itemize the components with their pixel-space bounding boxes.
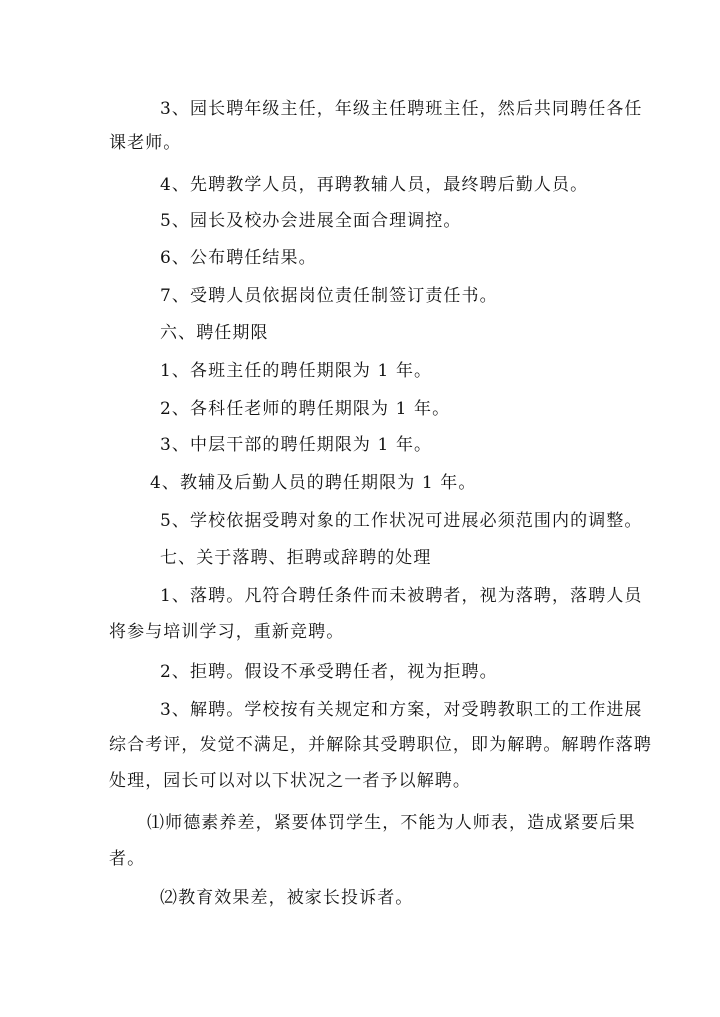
text-line: 1、落聘。凡符合聘任条件而未被聘者，视为落聘，落聘人员 bbox=[160, 586, 643, 606]
text-line: 3、解聘。学校按有关规定和方案，对受聘教职工的工作进展 bbox=[160, 700, 643, 720]
text-line: 5、学校依据受聘对象的工作状况可进展必须范围内的调整。 bbox=[160, 511, 643, 531]
text-line: 2、各科任老师的聘任期限为 1 年。 bbox=[160, 399, 451, 419]
text-line: 3、中层干部的聘任期限为 1 年。 bbox=[160, 435, 433, 455]
text-line: 课老师。 bbox=[109, 133, 182, 153]
text-line: 7、受聘人员依据岗位责任制签订责任书。 bbox=[160, 286, 498, 306]
text-line: 3、园长聘年级主任，年级主任聘班主任，然后共同聘任各任 bbox=[160, 99, 643, 119]
text-line: 4、教辅及后勤人员的聘任期限为 1 年。 bbox=[150, 473, 477, 493]
text-line: ⑵教育效果差，被家长投诉者。 bbox=[160, 888, 414, 908]
text-line: 2、拒聘。假设不承受聘任者，视为拒聘。 bbox=[160, 662, 498, 682]
text-line: 综合考评，发觉不满足，并解除其受聘职位，即为解聘。解聘作落聘 bbox=[109, 735, 652, 755]
section-heading: 七、关于落聘、拒聘或辞聘的处理 bbox=[160, 548, 432, 568]
text-line: 处理，园长可以对以下状况之一者予以解聘。 bbox=[109, 771, 471, 791]
text-line: 4、先聘教学人员，再聘教辅人员，最终聘后勤人员。 bbox=[160, 175, 589, 195]
section-heading: 六、聘任期限 bbox=[160, 323, 269, 343]
text-line: 6、公布聘任结果。 bbox=[160, 248, 317, 268]
text-line: 5、园长及校办会进展全面合理调控。 bbox=[160, 211, 462, 231]
text-line: 者。 bbox=[109, 849, 146, 869]
text-line: 将参与培训学习，重新竞聘。 bbox=[109, 622, 345, 642]
text-line: 1、各班主任的聘任期限为 1 年。 bbox=[160, 361, 433, 381]
text-line: ⑴师德素养差，紧要体罚学生，不能为人师表，造成紧要后果 bbox=[147, 813, 636, 833]
